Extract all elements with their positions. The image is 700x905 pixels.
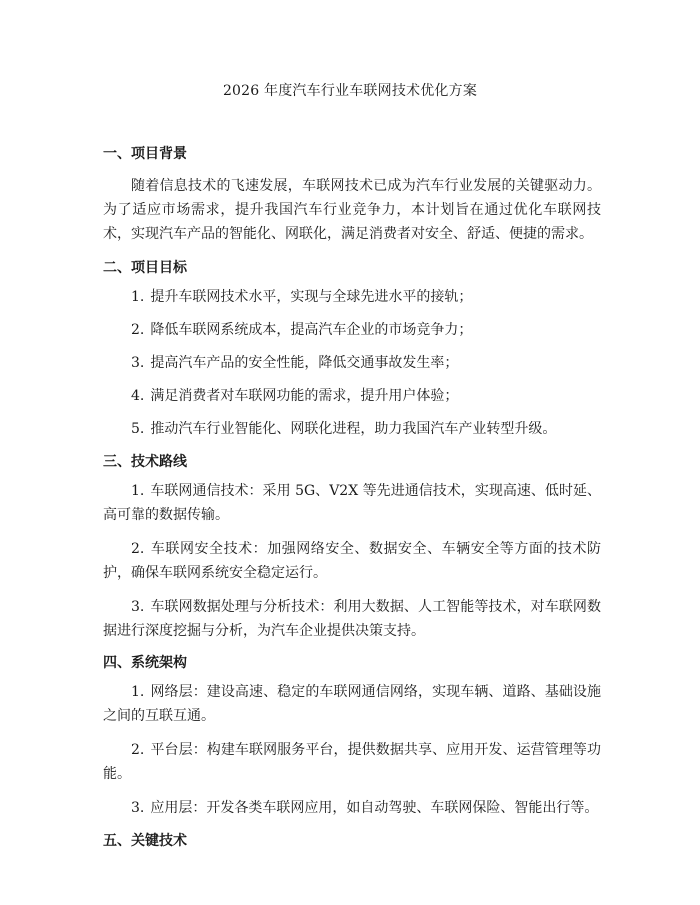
list-item: 5. 推动汽车行业智能化、网联化进程，助力我国汽车产业转型升级。 [131, 421, 557, 437]
list-item: 2. 平台层：构建车联网服务平台，提供数据共享、应用开发、运营管理等功能。 [103, 742, 601, 782]
list-item: 1. 网络层：建设高速、稳定的车联网通信网络，实现车辆、道路、基础设施之间的互联互通。 [103, 684, 601, 724]
list-item: 2. 降低车联网系统成本，提高汽车企业的市场竞争力； [131, 322, 473, 338]
list-item: 4. 满足消费者对车联网功能的需求，提升用户体验； [131, 388, 459, 404]
list-item: 1. 车联网通信技术：采用 5G、V2X 等先进通信技术，实现高速、低时延、高可靠的数据传输。 [103, 483, 601, 523]
list-item: 3. 提高汽车产品的安全性能，降低交通事故发生率； [131, 355, 459, 371]
list-item: 2. 车联网安全技术：加强网络安全、数据安全、车辆安全等方面的技术防护，确保车联网系统安全稳定运行。 [103, 541, 601, 581]
document-title: 2026 年度汽车行业车联网技术优化方案 [222, 83, 478, 99]
document-body [103, 145, 601, 850]
goals-list [103, 285, 601, 441]
architecture-list [103, 680, 601, 820]
section-heading-goals: 二、项目目标 [103, 260, 187, 276]
background-paragraph: 随着信息技术的飞速发展，车联网技术已成为汽车行业发展的关键驱动力。为了适应市场需求，提升我国汽车行业竞争力，本计划旨在通过优化车联网技术，实现汽车产品的智能化、网联化，满足消费者对安全、舒适、便捷的需求。 [103, 178, 601, 242]
tech-route-list [103, 479, 601, 643]
section-heading-architecture: 四、系统架构 [103, 655, 187, 671]
section-heading-key-tech: 五、关键技术 [103, 833, 187, 849]
list-item: 3. 应用层：开发各类车联网应用，如自动驾驶、车联网保险、智能出行等。 [131, 800, 599, 816]
section-heading-background: 一、项目背景 [103, 146, 187, 162]
section-heading-tech-route: 三、技术路线 [103, 454, 187, 470]
list-item: 3. 车联网数据处理与分析技术：利用大数据、人工智能等技术，对车联网数据进行深度挖掘与分析，为汽车企业提供决策支持。 [103, 599, 601, 639]
list-item: 1. 提升车联网技术水平，实现与全球先进水平的接轨； [131, 289, 473, 305]
